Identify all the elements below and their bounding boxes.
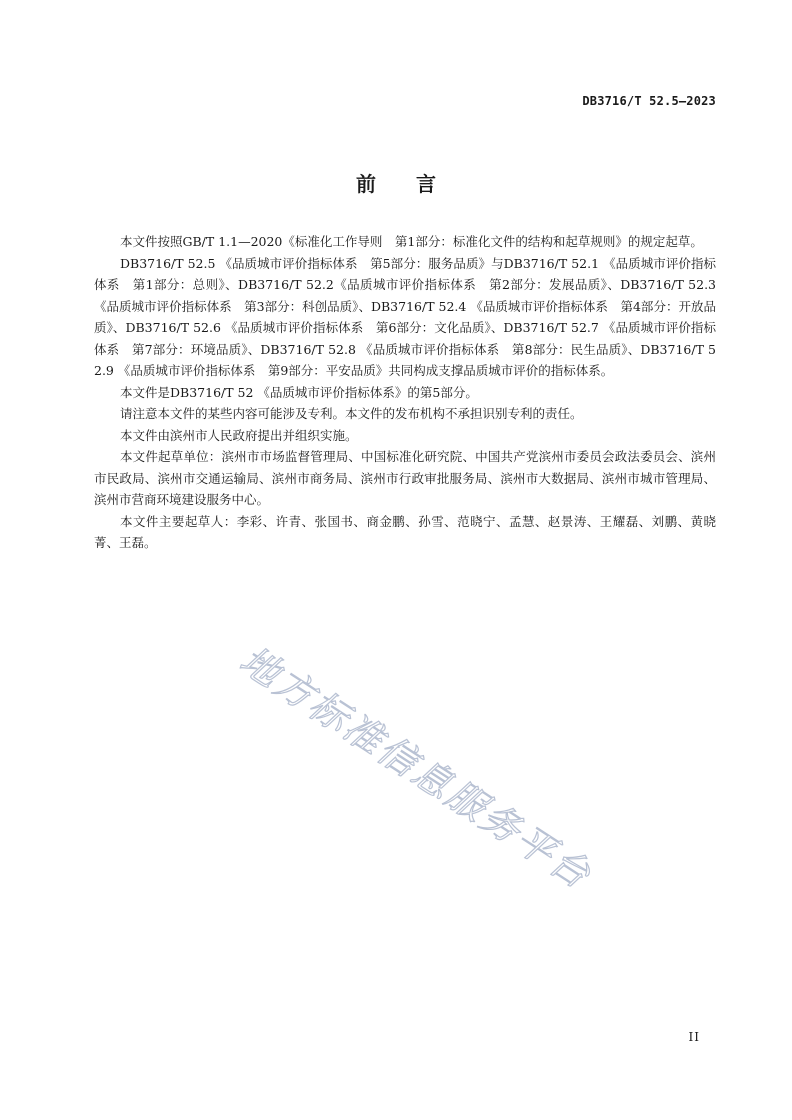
paragraph-part-statement: 本文件是DB3716/T 52 《品质城市评价指标体系》的第5部分。 — [120, 384, 478, 400]
document-code: DB3716/T 52.5—2023 — [582, 94, 716, 108]
paragraph-drafting-rules: 本文件按照GB/T 1.1—2020《标准化工作导则 第1部分：标准化文件的结构和起草规则》的规定起草。 — [120, 234, 703, 249]
paragraph-proposer: 本文件由滨州市人民政府提出并组织实施。 — [120, 427, 358, 443]
page-title: 前言 — [356, 172, 476, 196]
paragraph-series-structure: DB3716/T 52.5 《品质城市评价指标体系 第5部分：服务品质》与DB3716/T 52.1 《品质城市评价指标体系 第1部分：总则》、DB3716/T 52.2《品质城市评价指标体系 第2部分：发展品质》、DB3716/T 52.3 《品质城市评价指标体系 第3部分：科创品质》、DB3716/T 52.4 《品质城市评价指标体系 第4部分：开放品质》、DB3716/T 52.6 《品质城市评价指标体系 第6部分：文化品质》、DB3716/T 52.7 《品质城市评价指标体系 第7部分：环境品质》、DB3716/T 52.8 《品质城市评价指标体系 第8部分：民生品质》、DB3716/T 52.9 《品质城市评价指标体系 第9部分：平安品质》共同构成支撑品质城市评价的指标体系。 — [94, 255, 716, 378]
watermark-text: 地方标准信息服务平台 — [232, 637, 601, 899]
paragraph-drafting-units: 本文件起草单位：滨州市市场监督管理局、中国标准化研究院、中国共产党滨州市委员会政法委员会、滨州市民政局、滨州市交通运输局、滨州市商务局、滨州市行政审批服务局、滨州市大数据局、滨州市城市管理局、滨州市营商环境建设服务中心。 — [94, 449, 716, 507]
paragraph-drafters: 本文件主要起草人：李彩、许青、张国书、商金鹏、孙雪、范晓宁、孟慧、赵景涛、王耀磊、刘鹏、黄晓菁、王磊。 — [94, 513, 716, 550]
page-number: II — [688, 1030, 700, 1044]
foreword-body — [94, 231, 716, 554]
paragraph-patent-notice: 请注意本文件的某些内容可能涉及专利。本文件的发布机构不承担识别专利的责任。 — [120, 406, 583, 421]
